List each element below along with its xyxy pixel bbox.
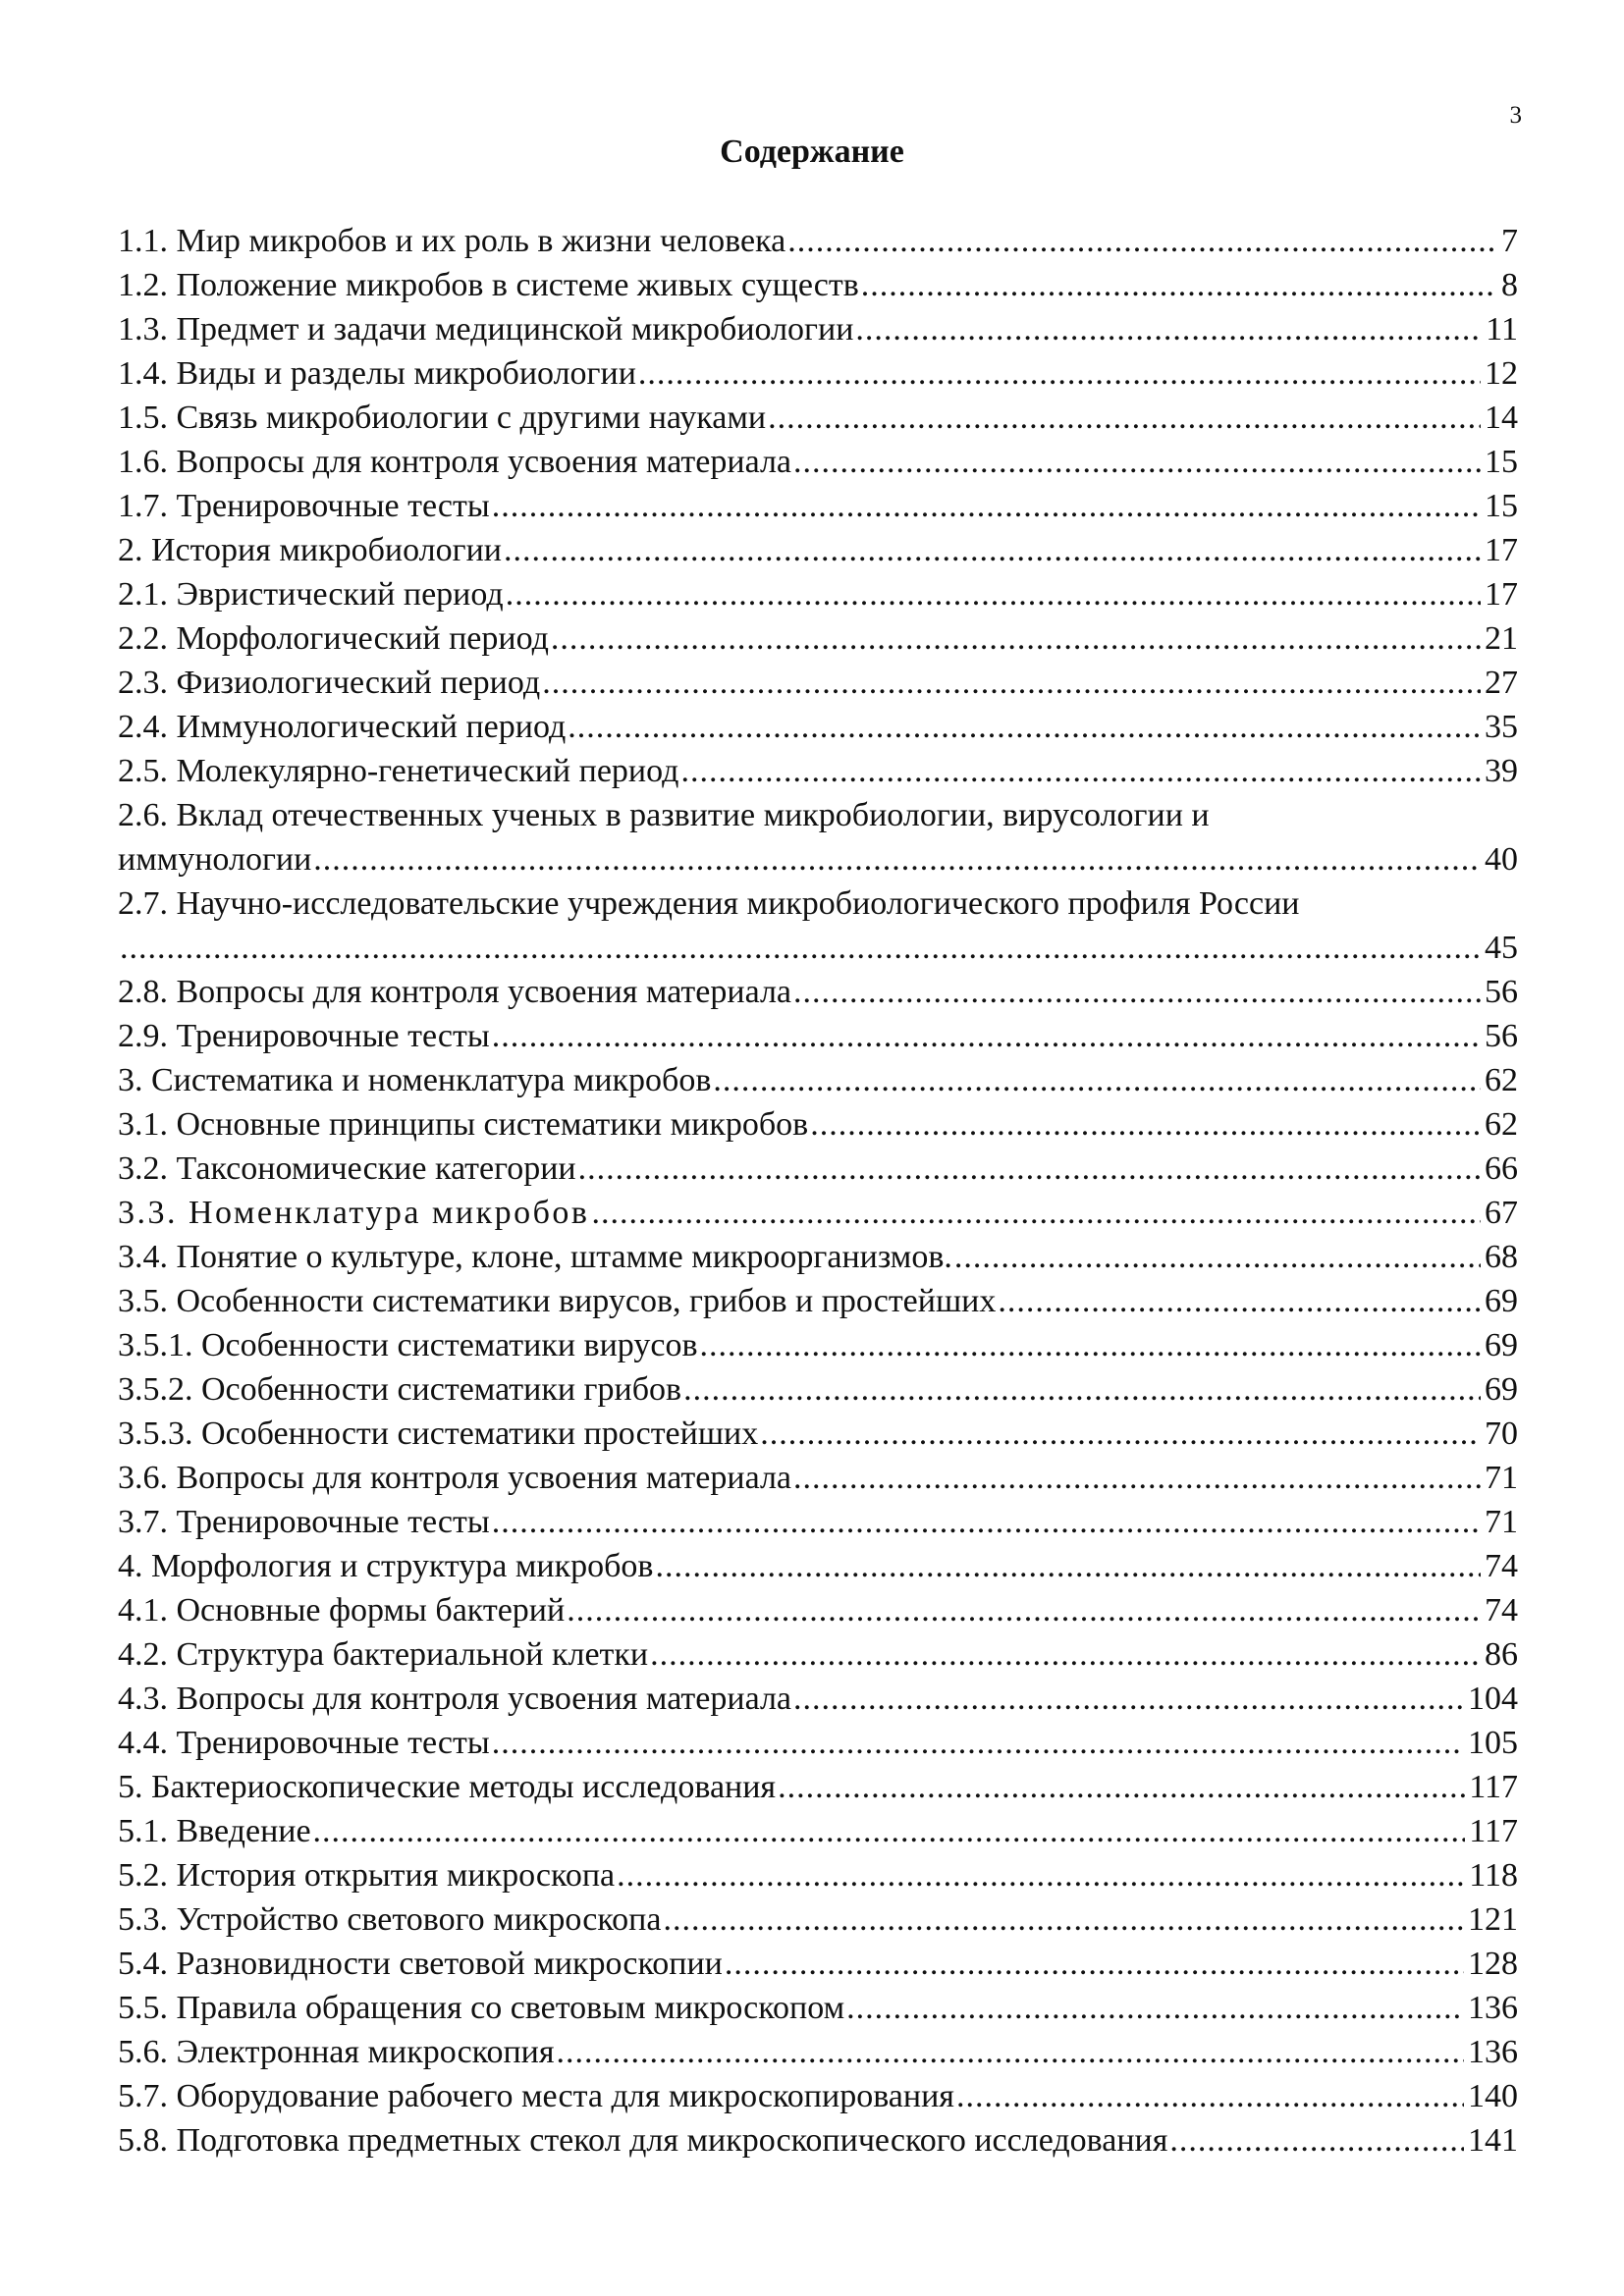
dot-leader <box>557 2030 1464 2074</box>
toc-entry[interactable] <box>118 219 1518 263</box>
toc-entry[interactable] <box>118 1986 1518 2030</box>
toc-entry[interactable] <box>118 1014 1518 1058</box>
dot-leader <box>506 572 1481 616</box>
toc-entry-page: 104 <box>1468 1681 1518 1717</box>
dot-leader <box>725 1942 1464 1986</box>
toc-entry-title: 5. Бактериоскопические методы исследования <box>118 1769 777 1805</box>
toc-entry-title: 4.2. Структура бактериальной клетки <box>118 1636 649 1673</box>
toc-entry[interactable] <box>118 1765 1518 1809</box>
toc-entry-title: 1.6. Вопросы для контроля усвоения материала <box>118 444 792 480</box>
dot-leader <box>700 1323 1481 1367</box>
toc-entry[interactable] <box>118 2030 1518 2074</box>
dot-leader <box>760 1412 1481 1456</box>
toc-entry-page: 105 <box>1468 1725 1518 1761</box>
toc-entry[interactable] <box>118 1412 1518 1456</box>
toc-entry-page: 17 <box>1485 576 1518 613</box>
toc-entry-title: иммунологии <box>118 841 312 878</box>
toc-entry-line <box>118 351 1518 396</box>
toc-entry-title: 5.6. Электронная микроскопия <box>118 2034 555 2070</box>
toc-entry[interactable] <box>118 1632 1518 1677</box>
toc-entry-page: 66 <box>1485 1150 1518 1187</box>
toc-entry-title: 4.1. Основные формы бактерий <box>118 1592 566 1629</box>
dot-leader <box>846 1986 1464 2030</box>
toc-entry-page: 62 <box>1485 1062 1518 1098</box>
toc-entry-title: 1.1. Мир микробов и их роль в жизни человека <box>118 223 786 259</box>
toc-entry-page: 11 <box>1486 311 1518 347</box>
dot-leader <box>793 970 1481 1014</box>
toc-entry-title: 2.3. Физиологический период <box>118 665 541 701</box>
toc-entry-line <box>118 1367 1518 1412</box>
toc-entry-page: 141 <box>1468 2122 1518 2159</box>
toc-entry-title: 2.4. Иммунологический период <box>118 709 567 745</box>
toc-entry[interactable] <box>118 1235 1518 1279</box>
toc-entry[interactable] <box>118 440 1518 484</box>
toc-entry-line <box>118 1677 1518 1721</box>
dot-leader <box>568 705 1481 749</box>
toc-entry-title: 5.3. Устройство светового микроскопа <box>118 1901 662 1938</box>
dot-leader <box>120 926 1481 970</box>
dot-leader <box>655 1544 1481 1588</box>
toc-entry-line <box>118 1500 1518 1544</box>
dot-leader <box>683 1367 1481 1412</box>
toc-entry-line <box>118 1058 1518 1102</box>
toc-entry-title: 5.8. Подготовка предметных стекол для микроскопического исследования <box>118 2122 1168 2159</box>
toc-entry-title: 2.1. Эвристический период <box>118 576 504 613</box>
toc-entry-title: 4.3. Вопросы для контроля усвоения материала <box>118 1681 792 1717</box>
toc-entry-title: 5.7. Оборудование рабочего места для микроскопирования <box>118 2078 954 2114</box>
toc-entry-title: 3.7. Тренировочные тесты <box>118 1504 490 1540</box>
toc-entry[interactable] <box>118 1809 1518 1853</box>
dot-leader <box>617 1853 1465 1897</box>
toc-entry-page: 140 <box>1468 2078 1518 2114</box>
toc-entry[interactable] <box>118 616 1518 661</box>
toc-entry[interactable] <box>118 396 1518 440</box>
toc-entry-page: 39 <box>1485 753 1518 789</box>
toc-entry-line <box>118 705 1518 749</box>
toc-entry-title: 1.5. Связь микробиологии с другими науками <box>118 400 767 436</box>
dot-leader <box>551 616 1481 661</box>
toc-entry[interactable] <box>118 263 1518 307</box>
toc-entry[interactable] <box>118 1721 1518 1765</box>
toc-entry[interactable] <box>118 2074 1518 2118</box>
toc-entry-line <box>118 1412 1518 1456</box>
toc-entry-line <box>118 926 1518 970</box>
toc-entry-title-line1: 2.7. Научно-исследовательские учреждения микробиологического профиля России <box>118 885 1300 922</box>
toc-entry-title: 1.7. Тренировочные тесты <box>118 488 490 524</box>
toc-entry-title: 3.2. Таксономические категории <box>118 1150 576 1187</box>
toc-entry-line <box>118 1721 1518 1765</box>
toc-entry-line <box>118 2030 1518 2074</box>
dot-leader <box>638 351 1481 396</box>
toc-entry[interactable] <box>118 528 1518 572</box>
toc-entry-line <box>118 1456 1518 1500</box>
toc-entry-line <box>118 1014 1518 1058</box>
toc-entry-title: 3.1. Основные принципы систематики микробов <box>118 1106 809 1143</box>
toc-entry-line <box>118 1986 1518 2030</box>
toc-entry-page: 67 <box>1485 1195 1518 1231</box>
table-of-contents <box>118 219 1518 2163</box>
toc-entry[interactable] <box>118 661 1518 705</box>
dot-leader <box>650 1632 1481 1677</box>
dot-leader <box>663 1897 1464 1942</box>
dot-leader <box>793 1677 1464 1721</box>
toc-entry-page: 14 <box>1485 400 1518 436</box>
toc-entry-page: 68 <box>1485 1239 1518 1275</box>
dot-leader <box>492 1721 1464 1765</box>
toc-entry-page: 74 <box>1485 1592 1518 1629</box>
toc-entry[interactable] <box>118 1853 1518 1897</box>
dot-leader <box>567 1588 1481 1632</box>
toc-entry-title: 3.5.1. Особенности систематики вирусов <box>118 1327 698 1363</box>
toc-entry-page: 7 <box>1501 223 1518 259</box>
toc-entry-title: 3.5. Особенности систематики вирусов, грибов и простейших <box>118 1283 997 1319</box>
toc-entry-line <box>118 1588 1518 1632</box>
toc-entry-page: 35 <box>1485 709 1518 745</box>
toc-entry-page: 117 <box>1469 1769 1518 1805</box>
toc-entry-page: 45 <box>1485 930 1518 966</box>
toc-entry[interactable] <box>118 705 1518 749</box>
toc-entry-line <box>118 1235 1518 1279</box>
toc-entry-line <box>118 837 1518 881</box>
dot-leader <box>504 528 1481 572</box>
toc-entry-title: 2.5. Молекулярно-генетический период <box>118 753 679 789</box>
dot-leader <box>855 307 1482 351</box>
dot-leader <box>313 1809 1466 1853</box>
dot-leader <box>954 1235 1481 1279</box>
toc-entry-title: 5.2. История открытия микроскопа <box>118 1857 616 1894</box>
toc-entry-page: 117 <box>1469 1813 1518 1849</box>
dot-leader <box>810 1102 1481 1147</box>
toc-entry-title: 1.3. Предмет и задачи медицинской микробиологии <box>118 311 854 347</box>
toc-entry-page: 17 <box>1485 532 1518 568</box>
toc-entry-line <box>118 1897 1518 1942</box>
toc-entry-line <box>118 1632 1518 1677</box>
toc-entry-line <box>118 440 1518 484</box>
toc-entry-line <box>118 2074 1518 2118</box>
toc-entry-page: 70 <box>1485 1415 1518 1452</box>
toc-entry[interactable] <box>118 1544 1518 1588</box>
toc-entry[interactable] <box>118 1102 1518 1147</box>
toc-entry-page: 128 <box>1468 1946 1518 1982</box>
toc-entry[interactable] <box>118 1942 1518 1986</box>
toc-entry-title-line1: 2.6. Вклад отечественных ученых в развитие микробиологии, вирусологии и <box>118 797 1210 833</box>
toc-entry-title: 3.4. Понятие о культуре, клоне, штамме микроорганизмов. <box>118 1239 952 1275</box>
toc-entry[interactable] <box>118 1677 1518 1721</box>
dot-leader <box>956 2074 1464 2118</box>
dot-leader <box>578 1147 1481 1191</box>
toc-entry-line <box>118 263 1518 307</box>
dot-leader <box>492 484 1481 528</box>
toc-title: Содержание <box>720 133 904 170</box>
dot-leader <box>492 1500 1481 1544</box>
toc-entry-page: 12 <box>1485 355 1518 392</box>
toc-entry[interactable] <box>118 2118 1518 2163</box>
toc-entry-page: 136 <box>1468 1990 1518 2026</box>
toc-entry-title: 1.4. Виды и разделы микробиологии <box>118 355 636 392</box>
toc-entry-title: 3.3. Номенклатура микробов <box>118 1195 590 1231</box>
dot-leader <box>592 1191 1482 1235</box>
toc-entry[interactable] <box>118 351 1518 396</box>
toc-entry-page: 71 <box>1485 1460 1518 1496</box>
toc-entry-page: 62 <box>1485 1106 1518 1143</box>
toc-entry-title: 3.6. Вопросы для контроля усвоения материала <box>118 1460 792 1496</box>
toc-entry[interactable] <box>118 1456 1518 1500</box>
dot-leader <box>998 1279 1481 1323</box>
toc-entry-title: 3. Систематика и номенклатура микробов <box>118 1062 712 1098</box>
toc-entry[interactable] <box>118 307 1518 351</box>
toc-entry-page: 40 <box>1485 841 1518 878</box>
toc-entry-page: 56 <box>1485 1018 1518 1054</box>
toc-entry-line <box>118 307 1518 351</box>
toc-entry-line <box>118 572 1518 616</box>
dot-leader <box>1169 2118 1464 2163</box>
toc-entry-title: 5.5. Правила обращения со световым микроскопом <box>118 1990 845 2026</box>
toc-entry[interactable] <box>118 1323 1518 1367</box>
toc-entry-line <box>118 1323 1518 1367</box>
toc-entry-title: 2.9. Тренировочные тесты <box>118 1018 490 1054</box>
toc-entry-page: 86 <box>1485 1636 1518 1673</box>
toc-entry-page: 27 <box>1485 665 1518 701</box>
toc-entry-page: 74 <box>1485 1548 1518 1584</box>
toc-entry-line <box>118 1102 1518 1147</box>
toc-entry-page: 121 <box>1468 1901 1518 1938</box>
toc-entry-page: 118 <box>1469 1857 1518 1894</box>
toc-entry[interactable] <box>118 1191 1518 1235</box>
toc-entry[interactable] <box>118 1279 1518 1323</box>
toc-entry-line <box>118 219 1518 263</box>
toc-entry-line <box>118 1809 1518 1853</box>
dot-leader <box>787 219 1497 263</box>
toc-entry-page: 69 <box>1485 1327 1518 1363</box>
dot-leader <box>778 1765 1465 1809</box>
toc-entry[interactable] <box>118 1500 1518 1544</box>
dot-leader <box>542 661 1481 705</box>
toc-entry-line <box>118 1544 1518 1588</box>
toc-entry-line <box>118 661 1518 705</box>
dot-leader <box>713 1058 1481 1102</box>
dot-leader <box>680 749 1481 793</box>
toc-entry-title: 2. История микробиологии <box>118 532 502 568</box>
toc-entry-line <box>118 1853 1518 1897</box>
toc-entry-line <box>118 2118 1518 2163</box>
page-number: 3 <box>1509 102 1522 129</box>
toc-entry[interactable] <box>118 1897 1518 1942</box>
toc-entry-page: 69 <box>1485 1371 1518 1408</box>
dot-leader <box>793 440 1481 484</box>
toc-entry-page: 15 <box>1485 444 1518 480</box>
toc-entry-line <box>118 616 1518 661</box>
dot-leader <box>492 1014 1481 1058</box>
dot-leader <box>768 396 1481 440</box>
toc-entry[interactable] <box>118 881 1518 970</box>
toc-entry[interactable] <box>118 749 1518 793</box>
dot-leader <box>793 1456 1481 1500</box>
toc-entry[interactable] <box>118 1147 1518 1191</box>
toc-entry-title: 3.5.2. Особенности систематики грибов <box>118 1371 682 1408</box>
dot-leader <box>313 837 1481 881</box>
toc-entry-title: 3.5.3. Особенности систематики простейших <box>118 1415 759 1452</box>
toc-entry-title: 4.4. Тренировочные тесты <box>118 1725 490 1761</box>
toc-entry-page: 15 <box>1485 488 1518 524</box>
dot-leader <box>861 263 1497 307</box>
toc-entry-page: 56 <box>1485 974 1518 1010</box>
toc-entry-page: 71 <box>1485 1504 1518 1540</box>
toc-entry-page: 69 <box>1485 1283 1518 1319</box>
toc-entry-title: 5.4. Разновидности световой микроскопии <box>118 1946 723 1982</box>
toc-entry-line <box>118 1765 1518 1809</box>
toc-entry-title: 4. Морфология и структура микробов <box>118 1548 654 1584</box>
toc-entry[interactable] <box>118 970 1518 1014</box>
toc-entry-title: 2.8. Вопросы для контроля усвоения материала <box>118 974 792 1010</box>
toc-entry[interactable] <box>118 1588 1518 1632</box>
toc-entry-page: 8 <box>1501 267 1518 303</box>
toc-entry-line <box>118 484 1518 528</box>
toc-entry-line <box>118 528 1518 572</box>
toc-entry-line <box>118 1942 1518 1986</box>
toc-entry-line <box>118 749 1518 793</box>
toc-entry[interactable] <box>118 1367 1518 1412</box>
toc-entry[interactable] <box>118 1058 1518 1102</box>
toc-entry[interactable] <box>118 793 1518 881</box>
toc-entry-title: 5.1. Введение <box>118 1813 311 1849</box>
toc-entry-line <box>118 1147 1518 1191</box>
toc-entry-line <box>118 1191 1518 1235</box>
toc-entry[interactable] <box>118 484 1518 528</box>
toc-entry-line <box>118 1279 1518 1323</box>
toc-entry[interactable] <box>118 572 1518 616</box>
toc-entry-line <box>118 396 1518 440</box>
toc-entry-line <box>118 970 1518 1014</box>
toc-entry-page: 21 <box>1485 620 1518 657</box>
toc-entry-page: 136 <box>1468 2034 1518 2070</box>
toc-entry-title: 1.2. Положение микробов в системе живых существ <box>118 267 859 303</box>
toc-entry-title: 2.2. Морфологический период <box>118 620 549 657</box>
